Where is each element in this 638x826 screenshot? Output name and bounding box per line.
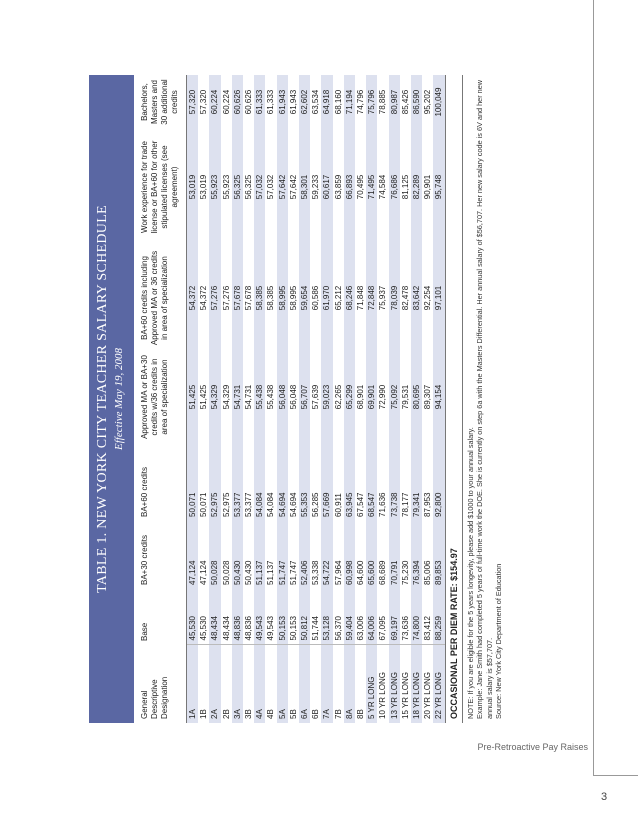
col-header-base: Base bbox=[134, 589, 187, 645]
table-row bbox=[321, 75, 332, 723]
salary-cell: 50,430 bbox=[244, 560, 254, 585]
salary-cell: 75,796 bbox=[366, 75, 377, 129]
salary-cell: 55,438 bbox=[254, 351, 265, 443]
row-designation: 1B bbox=[198, 645, 209, 723]
salary-cell: 59,023 bbox=[321, 351, 332, 443]
salary-cell: 52,975 bbox=[221, 492, 231, 517]
salary-cell: 90,901 bbox=[423, 174, 433, 200]
salary-cell: 71,636 bbox=[378, 492, 388, 517]
table-title-bar bbox=[89, 75, 134, 723]
salary-cell: 49,543 bbox=[254, 589, 265, 645]
page-number-rule bbox=[593, 775, 638, 776]
table-row bbox=[366, 75, 377, 723]
salary-cell: 85,006 bbox=[423, 560, 433, 585]
salary-cell: 57,642 bbox=[277, 129, 288, 245]
salary-cell: 61,943 bbox=[277, 75, 288, 129]
salary-cell: 58,385 bbox=[254, 245, 265, 351]
row-designation: 3B bbox=[243, 645, 254, 723]
salary-cell: 57,276 bbox=[221, 285, 231, 311]
salary-cell: 57,032 bbox=[254, 129, 265, 245]
salary-cell: 57,669 bbox=[321, 443, 332, 521]
table-row bbox=[310, 75, 321, 723]
table-header-row bbox=[134, 75, 187, 723]
salary-cell: 50,071 bbox=[187, 443, 199, 521]
salary-cell: 95,202 bbox=[423, 89, 433, 115]
row-designation: 5B bbox=[288, 645, 299, 723]
salary-cell: 75,092 bbox=[389, 351, 400, 443]
salary-cell: 88,259 bbox=[433, 589, 444, 645]
salary-cell: 58,995 bbox=[288, 285, 298, 311]
table-row bbox=[422, 75, 433, 723]
page-number: 3 bbox=[601, 791, 608, 803]
salary-cell: 95,748 bbox=[433, 129, 444, 245]
salary-cell: 50,153 bbox=[277, 589, 288, 645]
salary-cell: 87,953 bbox=[423, 492, 433, 517]
salary-cell: 60,626 bbox=[244, 89, 254, 115]
salary-cell: 64,600 bbox=[356, 560, 366, 585]
salary-cell: 55,438 bbox=[266, 384, 276, 410]
salary-cell: 57,964 bbox=[333, 560, 343, 585]
salary-cell: 45,530 bbox=[187, 589, 199, 645]
salary-cell: 51,747 bbox=[288, 560, 298, 585]
row-designation: 22 YR LONG bbox=[433, 645, 444, 723]
salary-cell: 68,246 bbox=[344, 245, 355, 351]
salary-cell: 57,678 bbox=[244, 285, 254, 311]
table-row bbox=[433, 75, 444, 723]
salary-cell: 67,547 bbox=[356, 492, 366, 517]
salary-cell: 59,654 bbox=[299, 245, 310, 351]
salary-cell: 61,333 bbox=[254, 75, 265, 129]
salary-cell: 65,299 bbox=[344, 351, 355, 443]
salary-cell: 89,307 bbox=[423, 384, 433, 410]
salary-cell: 60,626 bbox=[232, 75, 243, 129]
salary-cell: 57,320 bbox=[187, 75, 199, 129]
salary-cell: 94,154 bbox=[433, 351, 444, 443]
salary-cell: 50,028 bbox=[221, 560, 231, 585]
salary-cell: 68,901 bbox=[356, 384, 366, 410]
salary-cell: 57,320 bbox=[199, 89, 209, 115]
salary-cell: 100,049 bbox=[433, 75, 444, 129]
salary-cell: 97,101 bbox=[433, 245, 444, 351]
salary-cell: 79,531 bbox=[400, 384, 410, 410]
salary-cell: 60,224 bbox=[221, 89, 231, 115]
row-designation: 7B bbox=[333, 645, 344, 723]
salary-cell: 56,285 bbox=[311, 492, 321, 517]
salary-cell: 80,987 bbox=[389, 75, 400, 129]
salary-cell: 74,584 bbox=[378, 174, 388, 200]
salary-cell: 60,911 bbox=[333, 493, 343, 517]
row-designation: 4B bbox=[265, 645, 276, 723]
row-designation: 8A bbox=[344, 645, 355, 723]
salary-cell: 75,230 bbox=[400, 560, 410, 585]
salary-cell: 64,918 bbox=[321, 75, 332, 129]
salary-cell: 60,998 bbox=[344, 521, 355, 589]
salary-cell: 49,543 bbox=[266, 616, 276, 641]
salary-cell: 78,177 bbox=[400, 492, 410, 517]
salary-cell: 63,859 bbox=[333, 174, 343, 200]
salary-cell: 60,224 bbox=[209, 75, 220, 129]
table-row bbox=[389, 75, 400, 723]
salary-cell: 58,995 bbox=[277, 245, 288, 351]
salary-cell: 56,707 bbox=[299, 351, 310, 443]
salary-cell: 56,370 bbox=[333, 616, 343, 641]
salary-cell: 70,791 bbox=[389, 521, 400, 589]
salary-cell: 51,137 bbox=[254, 521, 265, 589]
salary-cell: 58,301 bbox=[299, 129, 310, 245]
col-header-ma-plus: BA+60 credits including Approved MA or 36 credits in area of specialization bbox=[134, 245, 187, 351]
row-designation: 6A bbox=[299, 645, 310, 723]
row-designation: 7A bbox=[321, 645, 332, 723]
salary-cell: 55,353 bbox=[299, 443, 310, 521]
salary-cell: 82,478 bbox=[400, 285, 410, 311]
table-row bbox=[198, 75, 209, 723]
salary-cell: 74,796 bbox=[356, 89, 366, 115]
salary-cell: 62,602 bbox=[299, 75, 310, 129]
salary-cell: 65,212 bbox=[333, 285, 343, 311]
salary-cell: 68,547 bbox=[366, 443, 377, 521]
salary-cell: 50,028 bbox=[209, 521, 220, 589]
salary-cell: 63,945 bbox=[344, 443, 355, 521]
salary-cell: 92,800 bbox=[433, 443, 444, 521]
salary-cell: 64,006 bbox=[366, 589, 377, 645]
row-designation: 6B bbox=[310, 645, 321, 723]
salary-cell: 55,923 bbox=[209, 129, 220, 245]
row-designation: 2B bbox=[221, 645, 232, 723]
salary-cell: 48,434 bbox=[221, 616, 231, 641]
table-title: TABLE 1. NEW YORK CITY TEACHER SALARY SCHEDULE bbox=[95, 205, 110, 593]
table-row bbox=[277, 75, 288, 723]
salary-cell: 61,333 bbox=[266, 89, 276, 115]
col-header-designation: General Descriptive Designation bbox=[134, 645, 187, 723]
table-row bbox=[232, 75, 243, 723]
salary-cell: 86,590 bbox=[411, 75, 422, 129]
table-row bbox=[243, 75, 254, 723]
table-row bbox=[400, 75, 411, 723]
salary-cell: 53,019 bbox=[187, 129, 199, 245]
salary-cell: 71,194 bbox=[344, 75, 355, 129]
salary-cell: 55,923 bbox=[221, 174, 231, 200]
salary-cell: 47,124 bbox=[199, 560, 209, 585]
salary-cell: 72,848 bbox=[366, 245, 377, 351]
table-row bbox=[221, 75, 232, 723]
salary-cell: 51,137 bbox=[266, 560, 276, 585]
salary-cell: 47,124 bbox=[187, 521, 199, 589]
salary-cell: 54,329 bbox=[209, 351, 220, 443]
col-header-ba30: BA+30 credits bbox=[134, 521, 187, 589]
salary-cell: 83,642 bbox=[411, 245, 422, 351]
salary-cell: 60,586 bbox=[311, 285, 321, 311]
salary-table-panel bbox=[89, 75, 567, 723]
row-designation: 2A bbox=[209, 645, 220, 723]
salary-cell: 83,412 bbox=[423, 616, 433, 641]
salary-cell: 54,694 bbox=[288, 492, 298, 517]
salary-cell: 72,990 bbox=[378, 384, 388, 410]
salary-cell: 53,128 bbox=[321, 589, 332, 645]
salary-cell: 56,325 bbox=[244, 174, 254, 200]
salary-cell: 54,722 bbox=[321, 521, 332, 589]
salary-cell: 54,694 bbox=[277, 443, 288, 521]
table-row bbox=[355, 75, 366, 723]
salary-cell: 76,394 bbox=[411, 521, 422, 589]
row-designation: 5 YR LONG bbox=[366, 645, 377, 723]
table-row bbox=[377, 75, 388, 723]
salary-cell: 61,943 bbox=[288, 89, 298, 115]
table-row bbox=[299, 75, 310, 723]
footer-text: Pre-Retroactive Pay Raises bbox=[477, 742, 588, 752]
salary-cell: 51,425 bbox=[187, 351, 199, 443]
col-header-work-experience: Work experience for trade license or BA+60 for other stipulated licenses (see agreement) bbox=[134, 129, 187, 245]
col-header-ma: Approved MA or BA+30 credits w/36 credits in area of specialization bbox=[134, 351, 187, 443]
salary-cell: 79,341 bbox=[411, 443, 422, 521]
salary-cell: 51,425 bbox=[199, 384, 209, 410]
table-row bbox=[265, 75, 276, 723]
salary-cell: 89,853 bbox=[433, 521, 444, 589]
salary-cell: 59,404 bbox=[344, 589, 355, 645]
table-row bbox=[411, 75, 422, 723]
salary-cell: 50,430 bbox=[232, 521, 243, 589]
salary-cell: 58,385 bbox=[266, 285, 276, 311]
salary-cell: 51,747 bbox=[277, 521, 288, 589]
table-row bbox=[344, 75, 355, 723]
salary-cell: 82,289 bbox=[411, 129, 422, 245]
row-designation: 18 YR LONG bbox=[411, 645, 422, 723]
salary-cell: 57,639 bbox=[311, 384, 321, 410]
salary-cell: 50,812 bbox=[299, 589, 310, 645]
row-designation: 13 YR LONG bbox=[389, 645, 400, 723]
salary-cell: 54,329 bbox=[221, 384, 231, 410]
row-designation: 4A bbox=[254, 645, 265, 723]
salary-cell: 65,600 bbox=[366, 521, 377, 589]
salary-cell: 48,836 bbox=[244, 616, 254, 641]
salary-cell: 76,686 bbox=[389, 129, 400, 245]
salary-cell: 63,006 bbox=[356, 616, 366, 641]
salary-cell: 52,975 bbox=[209, 443, 220, 521]
table-subtitle: Effective May 19, 2008 bbox=[113, 347, 125, 451]
row-designation: 20 YR LONG bbox=[422, 645, 433, 723]
table-row bbox=[187, 75, 199, 723]
salary-cell: 60,617 bbox=[321, 129, 332, 245]
salary-cell: 53,377 bbox=[244, 492, 254, 517]
salary-cell: 56,325 bbox=[232, 129, 243, 245]
salary-cell: 53,377 bbox=[232, 443, 243, 521]
salary-cell: 61,970 bbox=[321, 245, 332, 351]
salary-cell: 68,689 bbox=[378, 560, 388, 585]
salary-cell: 62,265 bbox=[333, 384, 343, 410]
note-source: Source: New York City Department of Education bbox=[494, 563, 504, 719]
salary-cell: 54,084 bbox=[266, 492, 276, 517]
salary-cell: 54,084 bbox=[254, 443, 265, 521]
salary-cell: 53,019 bbox=[199, 174, 209, 200]
salary-cell: 54,731 bbox=[244, 384, 254, 410]
salary-cell: 45,530 bbox=[199, 616, 209, 641]
table-notes bbox=[463, 75, 507, 723]
salary-cell: 51,744 bbox=[311, 616, 321, 641]
salary-cell: 80,695 bbox=[411, 351, 422, 443]
salary-cell: 68,160 bbox=[333, 89, 343, 115]
salary-cell: 74,800 bbox=[411, 589, 422, 645]
salary-cell: 73,738 bbox=[389, 443, 400, 521]
salary-cell: 57,678 bbox=[232, 245, 243, 351]
salary-cell: 48,836 bbox=[232, 589, 243, 645]
salary-cell: 50,071 bbox=[199, 492, 209, 517]
table-row bbox=[254, 75, 265, 723]
salary-cell: 57,642 bbox=[288, 174, 298, 200]
salary-cell: 81,125 bbox=[400, 174, 410, 200]
salary-cell: 56,048 bbox=[277, 351, 288, 443]
salary-cell: 54,731 bbox=[232, 351, 243, 443]
col-header-ba60: BA+60 credits bbox=[134, 443, 187, 521]
salary-cell: 85,426 bbox=[400, 89, 410, 115]
salary-cell: 73,636 bbox=[400, 616, 410, 641]
salary-cell: 69,197 bbox=[389, 589, 400, 645]
salary-cell: 78,885 bbox=[378, 89, 388, 115]
salary-cell: 50,153 bbox=[288, 616, 298, 641]
row-designation: 5A bbox=[277, 645, 288, 723]
page-margin-line bbox=[593, 0, 594, 775]
salary-cell: 57,276 bbox=[209, 245, 220, 351]
per-diem-rate: OCCASIONAL PER DIEM RATE: $154.97 bbox=[445, 75, 463, 723]
col-header-bachelors-masters: Bachelors, Masters and 30 additional credits bbox=[134, 75, 187, 129]
table-row bbox=[209, 75, 220, 723]
salary-cell: 53,338 bbox=[311, 560, 321, 585]
salary-cell: 66,893 bbox=[344, 129, 355, 245]
salary-cell: 54,372 bbox=[199, 285, 209, 311]
salary-cell: 54,372 bbox=[187, 245, 199, 351]
salary-cell: 48,434 bbox=[209, 589, 220, 645]
row-designation: 8B bbox=[355, 645, 366, 723]
salary-cell: 92,254 bbox=[423, 285, 433, 311]
table-row bbox=[288, 75, 299, 723]
salary-cell: 69,901 bbox=[366, 351, 377, 443]
salary-cell: 67,095 bbox=[378, 616, 388, 641]
salary-cell: 71,848 bbox=[356, 285, 366, 311]
table-row bbox=[333, 75, 344, 723]
salary-cell: 75,937 bbox=[378, 285, 388, 311]
salary-cell: 57,032 bbox=[266, 174, 276, 200]
salary-table bbox=[134, 75, 445, 723]
salary-cell: 59,233 bbox=[311, 174, 321, 200]
row-designation: 1A bbox=[187, 645, 199, 723]
salary-cell: 63,534 bbox=[311, 89, 321, 115]
row-designation: 15 YR LONG bbox=[400, 645, 411, 723]
salary-cell: 70,495 bbox=[356, 174, 366, 200]
salary-cell: 71,495 bbox=[366, 129, 377, 245]
salary-cell: 52,406 bbox=[299, 521, 310, 589]
salary-cell: 56,048 bbox=[288, 384, 298, 410]
row-designation: 3A bbox=[232, 645, 243, 723]
row-designation: 10 YR LONG bbox=[377, 645, 388, 723]
note-longevity: NOTE: If you are eligible for the 5 years longevity, please add $1000 to your annual salary. bbox=[465, 427, 475, 719]
note-example: Example: Jane Smith had completed 5 years of full-time work the DOE. She is currently on step 6a with the Masters Differential. Her annual salary of $56,707. Her new salary code is 6V and her new annual salary is $57,707. bbox=[475, 79, 494, 719]
salary-cell: 78,039 bbox=[389, 245, 400, 351]
